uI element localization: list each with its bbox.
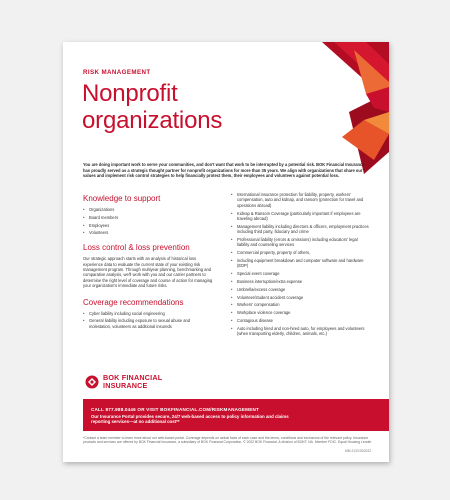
section-heading-knowledge: Knowledge to support — [83, 194, 161, 203]
loss-control-paragraph: Our strategic approach starts with an analysis of historical loss experience data to evaluate the current state of your existing risk management program. Through multiyear planning, benchmarking and comparative analysis, we'll work with you and our carrier partners to determine the right level of coverage and course of action for managing your organization's immediate and future risks. — [83, 256, 213, 289]
list-item: • Business interruption/extra expense — [231, 279, 371, 284]
list-item: • Board members — [83, 215, 213, 220]
list-item: • Workers' compensation — [231, 302, 371, 307]
list-item: • Umbrella/excess coverage — [231, 287, 371, 292]
disclaimer: *Contact a team member to learn more about our web-based portal. Coverage depends on actual facts of each case and the terms, conditions and exclusions of the relevant policy. Insurance products and services are offered by BOK Financial Insurance, a subsidiary of BOK Financial Corporation. © 2022 BOK Financial. A division of BOKF, NA. Member FDIC. Equal Housing Lender — [83, 436, 372, 445]
logo-line-1: BOK FINANCIAL — [103, 373, 163, 382]
logo-line-2: INSURANCE — [103, 380, 148, 390]
page-title: Nonprofit organizations — [82, 80, 223, 134]
list-item: • Workplace violence coverage — [231, 310, 371, 315]
list-item: • Organizations — [83, 207, 213, 212]
list-item: • Professional liability (errors & omissions) including educators' legal liability and counseling services — [231, 237, 371, 248]
contact-banner — [83, 399, 389, 431]
portal-line: Our Insurance Portal provides secure, 24/7 web-based access to policy information and claims reporting services—at no additional cost** — [91, 414, 289, 425]
intro-paragraph: You are doing important work to serve your communities, and don't want that work to be interrupted by a potential risk. BOK Financial Insurance has proudly served as a strategic thought partner for nonprofit organizations for more than 35 years. We align with organizations that share our values and implement risk control strategies to help financially protect them, their employees and volunteers against potential loss. — [83, 162, 365, 179]
company-logo — [85, 374, 162, 389]
list-item: • Volunteers — [83, 230, 213, 235]
list-item: • Contagious disease — [231, 318, 371, 323]
list-item: • Cyber liability including social engineering — [83, 311, 213, 316]
flyer-page — [63, 42, 389, 462]
logo-mark-icon — [85, 375, 99, 389]
list-item: • Employees — [83, 223, 213, 228]
section-heading-loss-control: Loss control & loss prevention — [83, 243, 190, 253]
list-item: • Kidnap & Ransom Coverage (particularly important if employees are traveling abroad) — [231, 211, 371, 222]
list-item: • Special event coverage — [231, 271, 371, 276]
list-item: • General liability including exposure to sexual abuse and molestation, volunteers as additional insureds — [83, 318, 213, 329]
contact-line: CALL 877.988.0446 OR VISIT BOKFINANCIAL.COM/RISKMANAGEMENT — [91, 407, 259, 412]
list-item: • Auto including hired and non-hired auto, for employees and volunteers (when transporting elderly, children, animals, etc.) — [231, 326, 371, 337]
list-item: • International insurance protection for liability, property, workers' compensation, auto and kidnap, and ransom (protection for travel and operations abroad) — [231, 192, 371, 208]
right-column — [231, 192, 371, 339]
list-item: • Management liability including directors & officers, employment practices including third party, fiduciary and crime — [231, 224, 371, 235]
document-code: MM-2133 05/2022 — [345, 449, 371, 453]
list-item: • Commercial property, property of others, — [231, 250, 371, 255]
list-item: • Volunteer/student accident coverage — [231, 295, 371, 300]
category-label: RISK MANAGEMENT — [83, 69, 151, 76]
section-heading-coverage: Coverage recommendations — [83, 297, 184, 307]
left-column — [83, 194, 213, 332]
list-item: • including equipment breakdown and computer software and hardware (EDP) — [231, 258, 371, 269]
